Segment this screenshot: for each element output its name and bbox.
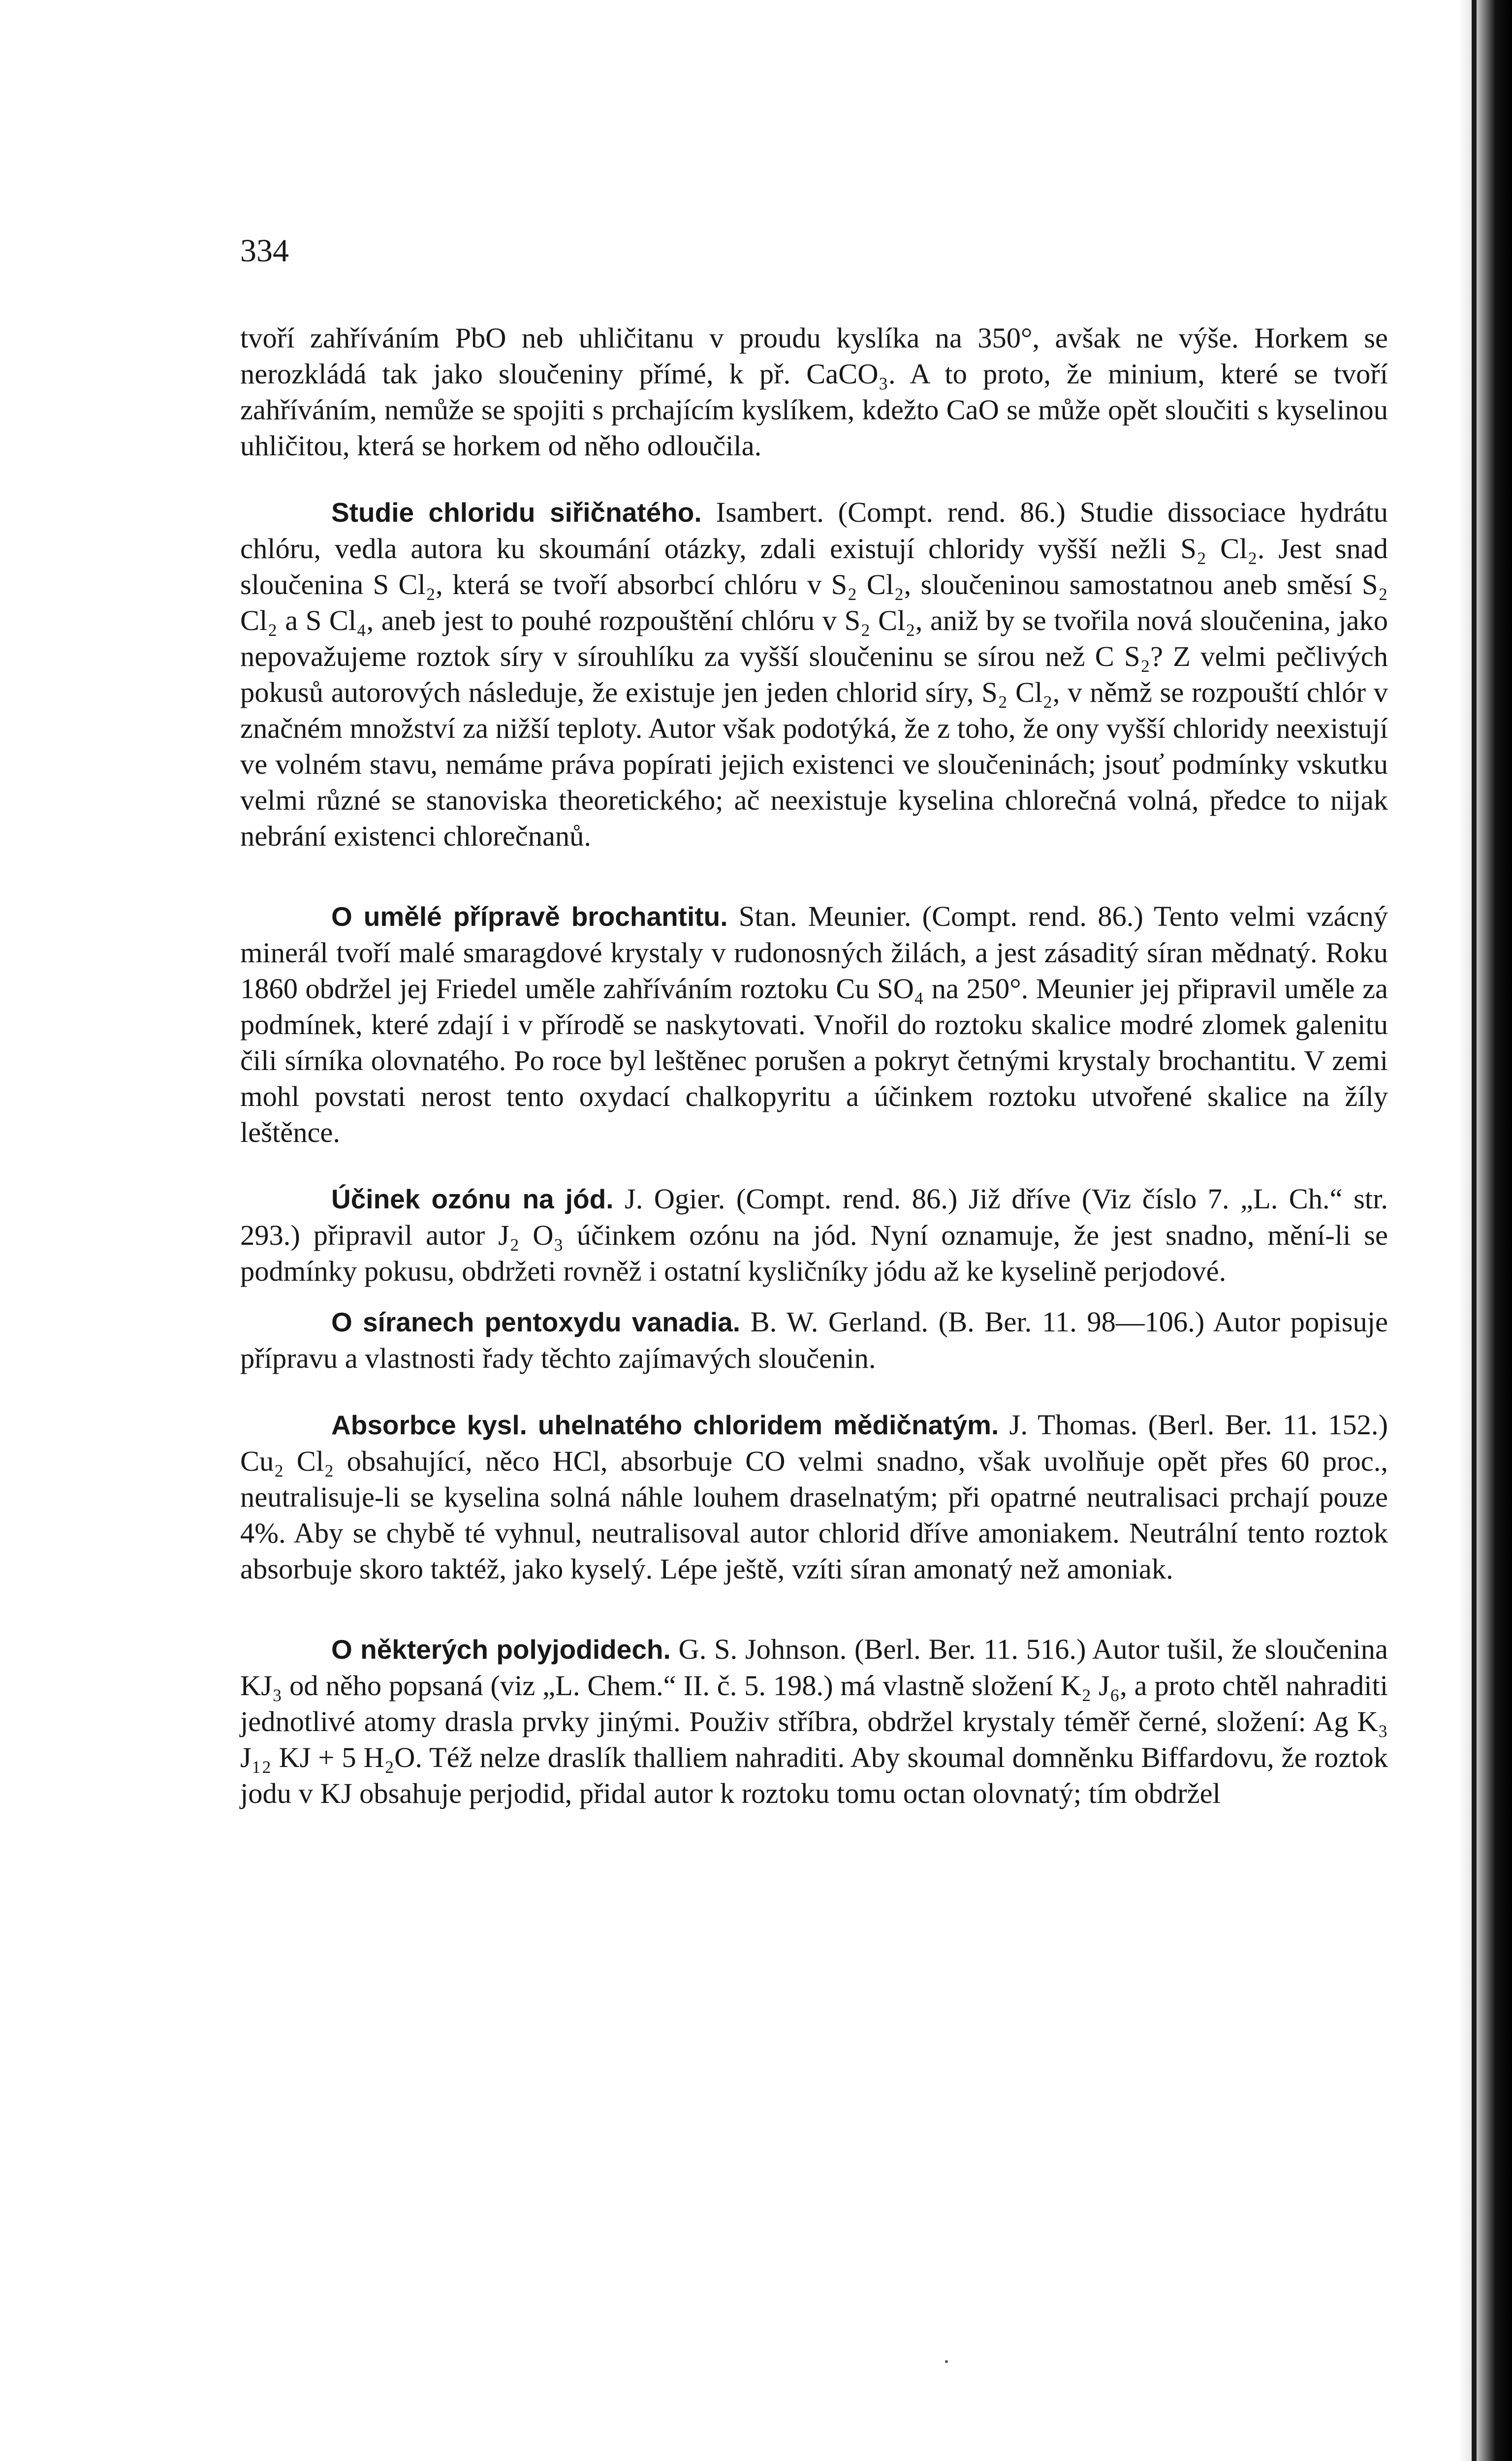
article-text: J. Thomas. (Berl. Ber. 11. 152.) Cu₂ Cl₂ obsahující, něco HCl, absorbuje CO velmi snadno, však uvolňuje opět přes 60 proc., neutralisuje-li se kyselina solná náhle louhem draselnatým; při opatrné neutralisaci prchají pouze 4%. Aby se chybě té vyhnul, neutralisoval autor chlorid dříve amoniakem. Neutrální tento roztok absorbuje skoro taktéž, jako kyselý. Lépe ještě, vzíti síran amonatý než amoniak. <box>240 1409 1388 1585</box>
article-heading: O některých polyjodidech. <box>331 1634 671 1665</box>
scan-speck <box>945 2360 948 2363</box>
article-text: Isambert. (Compt. rend. 86.) Studie dissociace hydrátu chlóru, vedla autora ku skoumání otázky, zdali existují chloridy vyšší nežli S₂ Cl₂. Jest snad sloučenina S Cl₂, která se tvoří absorbcí chlóru v S₂ Cl₂, sloučeninou samostatnou aneb směsí S₂ Cl₂ a S Cl₄, aneb jest to pouhé rozpouštění chlóru v S₂ Cl₂, aniž by se tvořila nová sloučenina, jako nepovažujeme roztok síry v sírouhlíku za vyšší sloučeninu se sírou než C S₂? Z velmi pečlivých pokusů autorových následuje, že existuje jen jeden chlorid síry, S₂ Cl₂, v němž se rozpouští chlór v značném množství za nižší teploty. Autor však podotýká, že z toho, že ony vyšší chloridy neexistují ve volném stavu, nemáme práva popírati jejich existenci ve sloučeninách; jsouť podmínky vskutku velmi různé se stanoviska theoretického; ač neexistuje kyselina chlorečná volná, předce to nijak nebrání existenci chlorečnanů. <box>240 496 1388 852</box>
article-text: Stan. Meunier. (Compt. rend. 86.) Tento velmi vzácný minerál tvoří malé smaragdové krystaly v rudonosných žilách, a jest zásaditý síran mědnatý. Roku 1860 obdržel jej Friedel uměle zahříváním roztoku Cu SO₄ na 250°. Meunier jej připravil uměle za podmínek, které zdají i v přírodě se naskytovati. Vnořil do roztoku skalice modré zlomek galenitu čili sírníka olovnatého. Po roce byl leštěnec porušen a pokryt četnými krystaly brochantitu. V zemi mohl povstati nerost tento oxydací chalkopyritu a účinkem roztoku utvořené skalice na žíly leštěnce. <box>240 900 1388 1148</box>
article-heading: O umělé přípravě brochantitu. <box>331 901 728 932</box>
article-polyjodidy <box>240 1631 1388 1811</box>
article-chlorid-siricnateho <box>240 494 1388 854</box>
page-body <box>240 231 1388 1811</box>
article-absorbce-co <box>240 1407 1388 1587</box>
article-heading: O síranech pentoxydu vanadia. <box>331 1307 741 1337</box>
article-heading: Absorbce kysl. uhelnatého chloridem mědičnatým. <box>331 1410 999 1440</box>
article-sirany-vanadia <box>240 1304 1388 1376</box>
article-text: J. Ogier. (Compt. rend. 86.) Již dříve (Viz číslo 7. „L. Ch.“ str. 293.) připravil autor J₂ O₃ účinkem ozónu na jód. Nyní oznamuje, že jest snadno, mění-li se podmínky pokusu, obdržeti rovněž i ostatní kysličníky jódu až ke kyselině perjodové. <box>240 1183 1388 1287</box>
page-number: 334 <box>240 233 289 269</box>
article-brochantit <box>240 898 1388 1150</box>
article-text: G. S. Johnson. (Berl. Ber. 11. 516.) Autor tušil, že sloučenina KJ₃ od něho popsaná (viz „L. Chem.“ II. č. 5. 198.) má vlastně složení K₂ J₆, a proto chtěl nahraditi jednotlivé atomy drasla prvky jinými. Použiv stříbra, obdržel krystaly téměř černé, složení: Ag K₃ J₁₂ KJ + 5 H₂O. Též nelze draslík thalliem nahraditi. Aby skoumal domněnku Biffardovu, že roztok jodu v KJ obsahuje perjodid, přidal autor k roztoku tomu octan olovnatý; tím obdržel <box>240 1633 1388 1809</box>
binding-edge <box>1472 0 1477 2461</box>
article-heading: Studie chloridu siřičnatého. <box>331 497 702 528</box>
article-heading: Účinek ozónu na jód. <box>331 1184 614 1214</box>
page-edge-shadow <box>1458 0 1512 2461</box>
paragraph-continuation <box>240 320 1388 464</box>
paragraph-text: tvoří zahříváním PbO neb uhličitanu v proudu kyslíka na 350°, avšak ne výše. Horkem se nerozkládá tak jako sloučeniny přímé, k př. CaCO₃. A to proto, že minium, které se tvoří zahříváním, nemůže se spojiti s prchajícím kyslíkem, kdežto CaO se může opět sloučiti s kyselinou uhličitou, která se horkem od něho odloučila. <box>240 322 1388 462</box>
article-ozon-jod <box>240 1181 1388 1289</box>
article-text: B. W. Gerland. (B. Ber. 11. 98—106.) Autor popisuje přípravu a vlastnosti řady těchto zajímavých sloučenin. <box>240 1306 1388 1374</box>
